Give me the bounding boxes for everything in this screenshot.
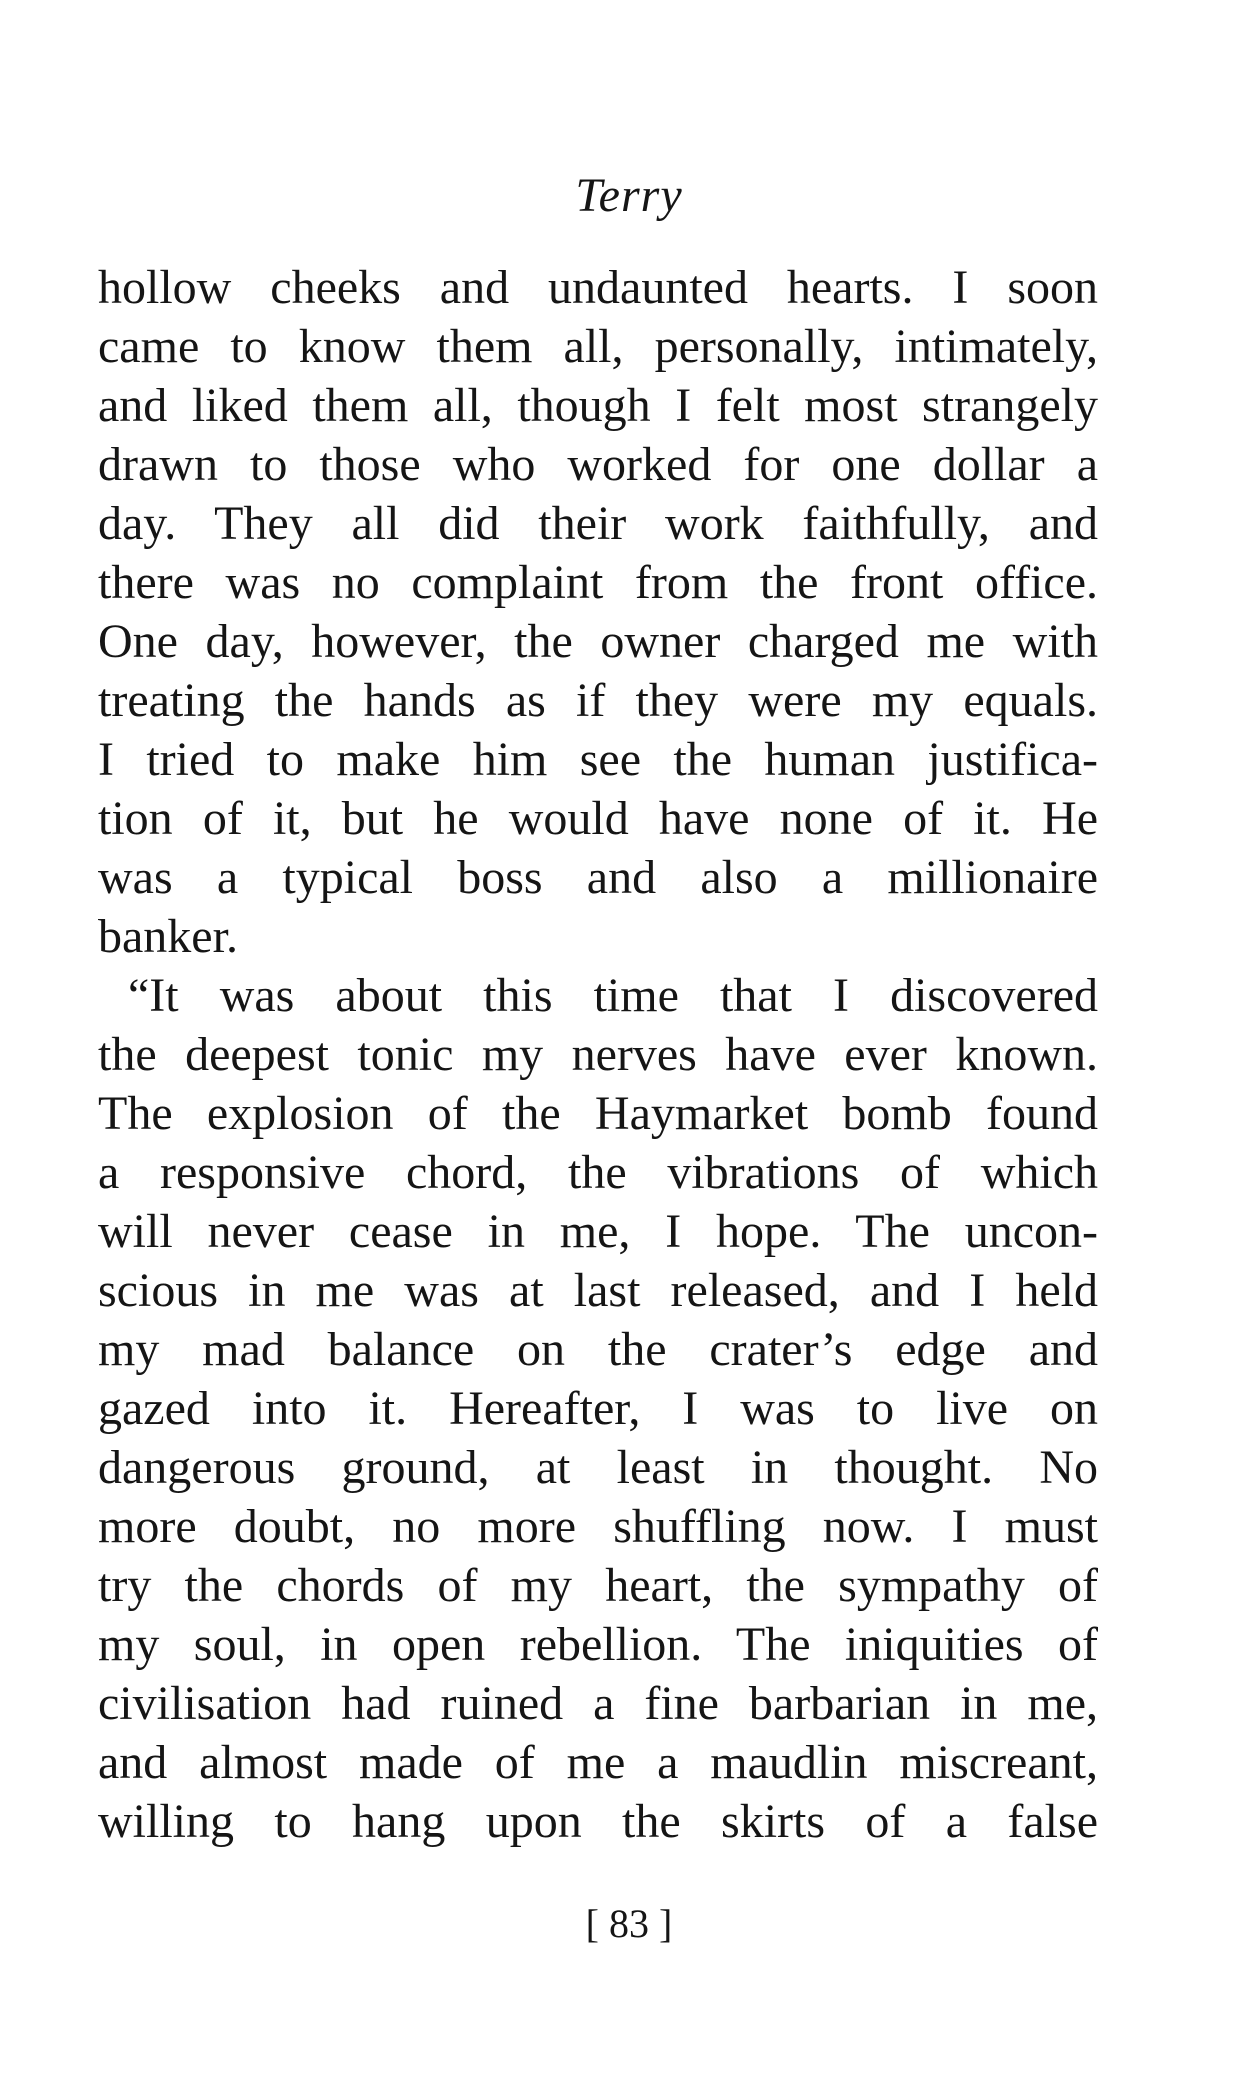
text-line: scious in me was at last released, and I held [98, 1264, 1098, 1317]
text-line: banker. [98, 910, 238, 963]
text-line: came to know them all, personally, intimately, [98, 320, 1098, 373]
paragraph-1 [98, 258, 1098, 966]
text-line: drawn to those who worked for one dollar a [98, 438, 1098, 491]
text-line: willing to hang upon the skirts of a false [98, 1795, 1098, 1848]
page-number: [ 83 ] [585, 1901, 673, 1946]
text-line: gazed into it. Hereafter, I was to live on [98, 1382, 1098, 1435]
text-line: hollow cheeks and undaunted hearts. I soon [98, 261, 1098, 314]
text-line: tion of it, but he would have none of it. He [98, 792, 1098, 845]
paragraph-2 [98, 966, 1098, 1851]
text-line: my mad balance on the crater’s edge and [98, 1323, 1098, 1376]
running-head: Terry [575, 169, 683, 222]
text-line: try the chords of my heart, the sympathy of [98, 1559, 1098, 1612]
text-line: more doubt, no more shuffling now. I must [98, 1500, 1098, 1553]
text-line: dangerous ground, at least in thought. No [98, 1441, 1098, 1494]
text-line: there was no complaint from the front office. [98, 556, 1098, 609]
body-text [98, 258, 1098, 1851]
text-line: will never cease in me, I hope. The uncon- [98, 1205, 1098, 1258]
text-line: my soul, in open rebellion. The iniquities of [98, 1618, 1098, 1671]
text-line: The explosion of the Haymarket bomb found [98, 1087, 1098, 1140]
text-line: I tried to make him see the human justifica- [98, 733, 1098, 786]
text-line: a responsive chord, the vibrations of which [98, 1146, 1098, 1199]
text-line: the deepest tonic my nerves have ever known. [98, 1028, 1098, 1081]
text-line: and liked them all, though I felt most strangely [98, 379, 1098, 432]
text-line: “It was about this time that I discovered [128, 969, 1098, 1022]
text-line: civilisation had ruined a fine barbarian in me, [98, 1677, 1098, 1730]
text-line: treating the hands as if they were my equals. [98, 674, 1098, 727]
text-line: was a typical boss and also a millionaire [98, 851, 1098, 904]
text-line: and almost made of me a maudlin miscreant, [98, 1736, 1098, 1789]
text-line: One day, however, the owner charged me with [98, 615, 1098, 668]
text-line: day. They all did their work faithfully, and [98, 497, 1098, 550]
